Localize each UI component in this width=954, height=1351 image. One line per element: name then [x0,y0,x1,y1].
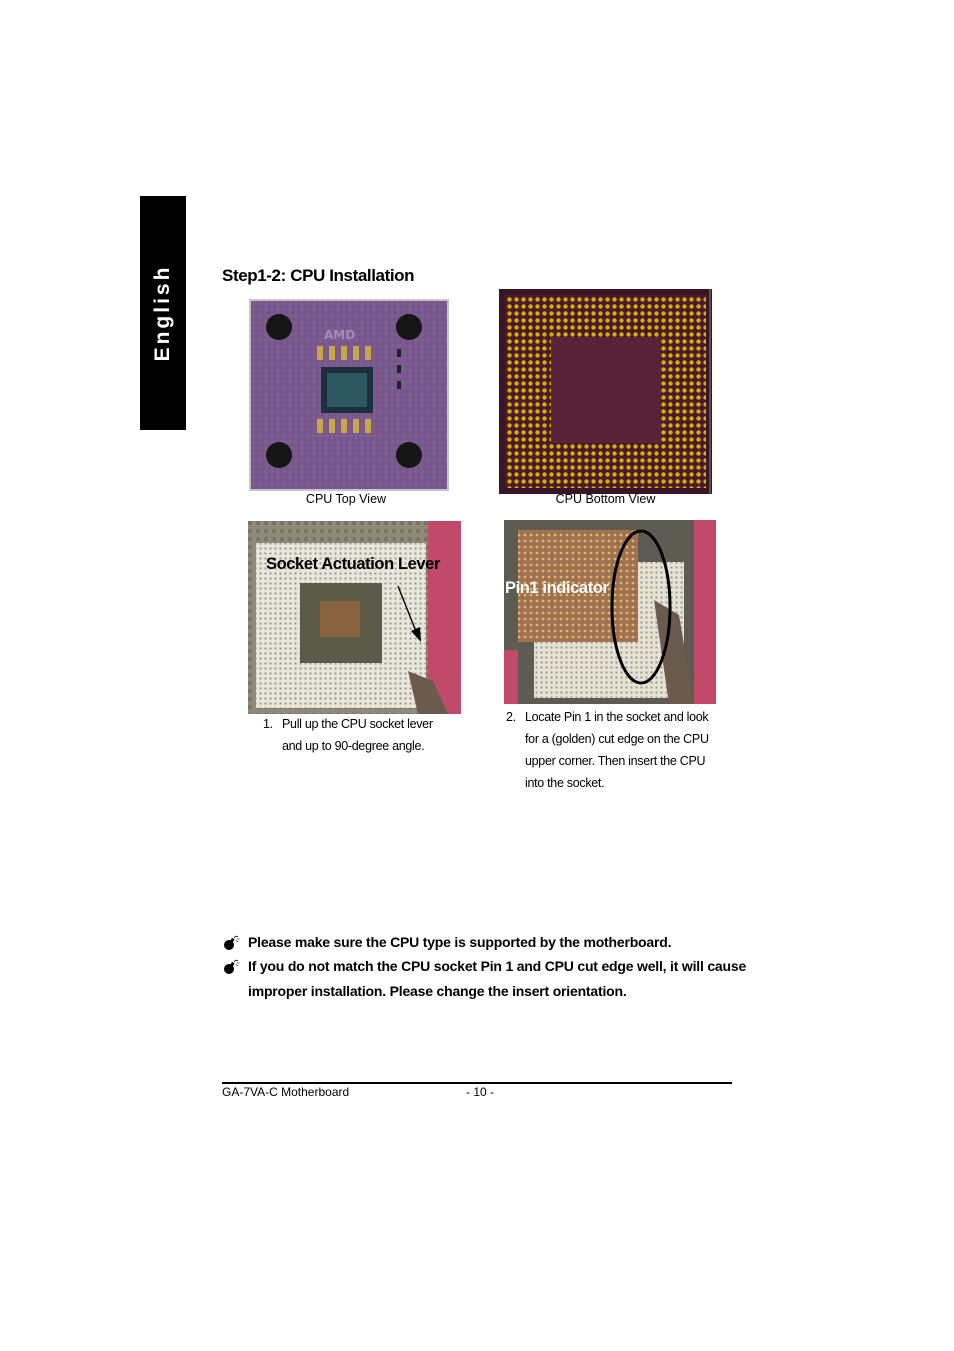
pin1-indicator-label: Pin1 indicator [505,579,609,597]
footer-product-name: GA-7VA-C Motherboard [222,1085,350,1099]
step-line: and up to 90-degree angle. [282,739,425,753]
step-1 [263,713,473,763]
cpu-bottom-view-caption: CPU Bottom View [555,492,656,506]
step-number: 2. [506,710,516,724]
step-line: for a (golden) cut edge on the CPU [525,732,709,746]
step-2 [506,706,721,798]
side-tab-label: English [151,264,174,362]
socket-actuation-lever-label: Socket Actuation Lever [266,555,440,573]
cpu-top-view-image [249,299,449,491]
socket-lever-image [248,521,461,714]
svg-text:AMD: AMD [324,328,356,342]
step-line: into the socket. [525,776,605,790]
step-line: Locate Pin 1 in the socket and look [525,710,709,724]
note-line: improper installation. Please change the insert orientation. [248,983,627,999]
footer-page-number: - 10 - [466,1085,495,1099]
pin1-highlight-ellipse [608,528,676,686]
note-line: If you do not match the CPU socket Pin 1 and CPU cut edge well, it will cause [248,958,747,974]
note-line: Please make sure the CPU type is supported by the motherboard. [248,934,672,950]
footer-rule [222,1082,732,1084]
cpu-bottom-view-image [499,289,712,494]
step-number: 1. [263,717,273,731]
step-line: Pull up the CPU socket lever [282,717,433,731]
lever-arrow-icon [395,584,425,644]
bomb-icon [222,935,240,951]
note-2 [222,958,747,1008]
language-side-tab [140,196,186,430]
step-line: upper corner. Then insert the CPU [525,754,706,768]
cpu-top-view-caption: CPU Top View [305,492,387,506]
bomb-icon [222,959,240,975]
section-heading: Step1-2: CPU Installation [222,266,415,285]
